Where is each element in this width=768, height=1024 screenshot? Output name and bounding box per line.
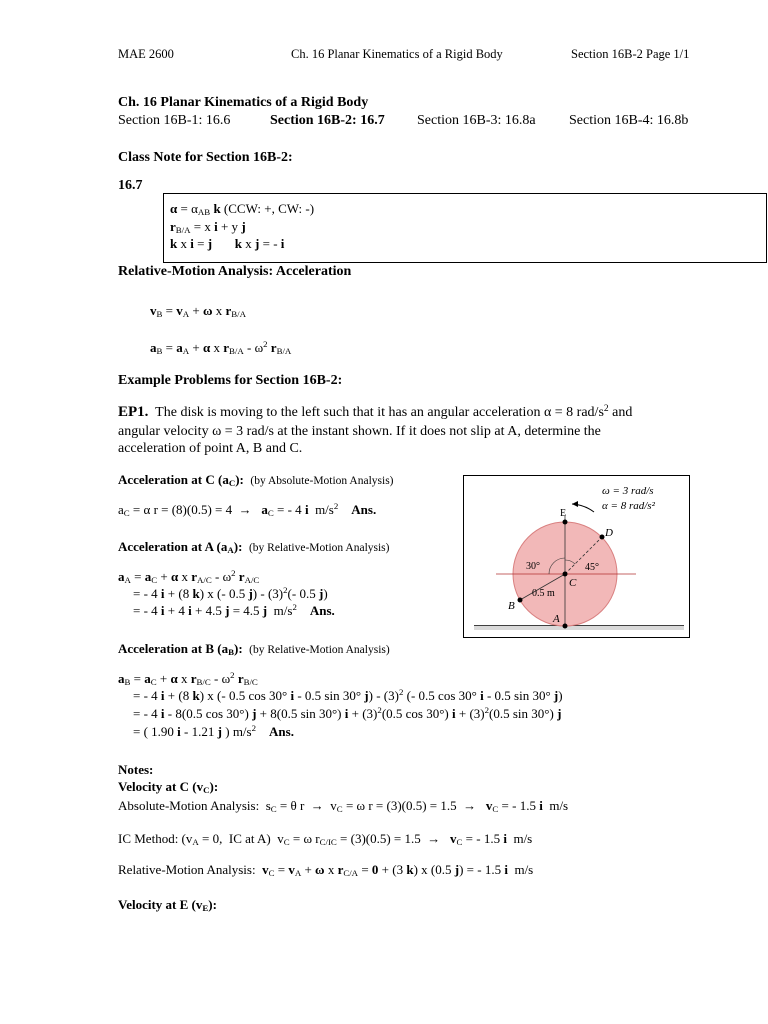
section-16b-4: Section 16B-4: 16.8b [569,113,689,128]
point-b-dot [518,598,523,603]
example-heading: Example Problems for Section 16B-2: [118,373,343,388]
header-chapter: Ch. 16 Planar Kinematics of a Rigid Body [291,47,503,61]
ground-hatch [474,626,684,630]
disk-figure [463,475,690,638]
point-b-label: B [508,600,515,612]
alpha-definition: $\alpha = \alpha_{AB}$ k (CCW: +, CW: -) [170,201,315,217]
alpha-label: α = 8 rad/s² [602,500,655,512]
accel-b-method: (by Relative-Motion Analysis) [249,644,390,656]
accel-c-method: (by Absolute-Motion Analysis) [250,475,394,487]
velocity-c-heading: Velocity at C $(v_C)$: [118,779,219,795]
velocity-c-relative: Relative-Motion Analysis: $v_C = v_A + \omega$ x $r_{C/A} = 0 + (3$ k) x (0.5 j) = - 1.5 i m/s [118,862,534,878]
rotation-arrowhead [572,501,578,507]
point-a-label: A [553,613,560,625]
alpha-sign-note: (CCW: +, CW: -) [223,201,315,216]
rel-motion-label: Relative-Motion Analysis: [118,862,256,877]
point-d-dot [600,535,605,540]
notes-heading: Notes: [118,762,154,777]
ep1-line-2: angular velocity ω = 3 rad/s at the instant shown. If it does not slip at A, determine the [118,424,601,439]
omega-label: ω = 3 rad/s [602,485,654,497]
cross-product-rules: k x i = j k x j = - i [170,236,285,251]
ic-method-label: IC Method: ( [118,831,186,846]
section-16b-1: Section 16B-1: 16.6 [118,113,231,128]
point-c-label: C [569,577,577,589]
velocity-e-heading-text: Velocity at E ( [118,897,196,912]
accel-a-answer: Ans. [309,603,335,618]
ep1-line-3: acceleration of point A, B and C. [118,441,303,456]
velocity-c-heading-text: Velocity at C ( [118,779,197,794]
abs-motion-label: Absolute-Motion Analysis: [118,798,260,813]
accel-a-heading-text: Acceleration at A ( [118,539,221,554]
point-c-dot [563,572,568,577]
angle-30-label: 30° [526,561,540,572]
accel-b-answer: Ans. [269,724,294,739]
accel-c-heading: Acceleration at C $(a_C)$: (by Absolute-Motion Analysis) [118,472,394,488]
velocity-e-heading: Velocity at E $(v_E)$: [118,897,217,913]
position-vector-definition: $r_{B/A} = x$ i + y j [170,219,246,235]
ep1-line-1: EP1. The disk is moving to the left such that it has an angular acceleration α = 8 rad/$s^2$ and [118,403,633,420]
disk-diagram [464,476,689,637]
point-d-label: D [605,527,613,539]
header-section-page: Section 16B-2 Page 1/1 [571,47,690,61]
acceleration-equation: $a_B = a_A + \alpha$ x $r_{B/A} - \omega^2$ $r_{B/A}$ [150,339,292,356]
problem-number: 16.7 [118,178,143,193]
accel-a-heading: Acceleration at A $(a_A)$: (by Relative-Motion Analysis) [118,539,390,555]
accel-b-heading: Acceleration at B $(a_B)$: (by Relative-Motion Analysis) [118,641,390,657]
accel-c-equation: $a_C = \alpha$ $r = (8)(0.5) = 4 \to a_C$ = - 4 i $m/s^2$ Ans. [118,501,377,518]
accel-a-equation-2: = - 4 i + (8 k) x (- 0.5 $j) - (3)^2(-$ 0.5 j) [133,585,328,601]
ep1-label: EP1. [118,404,149,420]
relative-motion-heading: Relative-Motion Analysis: Acceleration [118,264,352,279]
radius-label: 0.5 m [532,588,555,599]
accel-b-equation-4: = ( 1.90 i - 1.21 j ) $m/s^2$ Ans. [133,723,294,739]
accel-b-heading-text: Acceleration at B ( [118,641,222,656]
class-note-heading: Class Note for Section 16B-2: [118,150,293,165]
accel-b-equation-1: $a_B = a_C + \alpha$ x $r_{B/C} - \omega^2$ $r_{B/C}$ [118,670,258,687]
accel-b-equation-3: = - 4 i - 8(0.5 cos 30°) j + 8(0.5 sin 30°) $i + (3)^2(0.5$ cos 30°) $i + (3)^2(0.5$ sin 30°) j [133,705,562,721]
page-title: Ch. 16 Planar Kinematics of a Rigid Body [118,95,369,110]
velocity-c-ic-method: IC Method: ($v_A = 0$, IC at A) $v_C = \omega$ $r_{C/IC} = (3)(0.5) = 1.5 \to v_C$ = - 1.5 i m/s [118,831,533,847]
accel-a-equation-1: $a_A = a_C + \alpha$ x $r_{A/C} - \omega^2$ $r_{A/C}$ [118,568,260,585]
ep1-text-1b: and [608,405,633,420]
angle-45-label: 45° [585,562,599,573]
header-course: MAE 2600 [118,47,174,61]
section-16b-3: Section 16B-3: 16.8a [417,113,536,128]
point-a-dot [563,624,568,629]
section-16b-2: Section 16B-2: 16.7 [270,113,385,128]
velocity-equation: $v_B = v_A + \omega$ x $r_{B/A}$ [150,303,246,319]
accel-a-method: (by Relative-Motion Analysis) [248,542,390,554]
accel-c-answer: Ans. [351,502,377,517]
point-e-label: E [560,508,567,519]
velocity-c-absolute: Absolute-Motion Analysis: $s_C = \theta$ $r \to v_C = \omega$ $r = (3)(0.5) = 1.5 \to v_C$ = - 1.5 i m/s [118,798,569,814]
accel-b-equation-2: = - 4 i + (8 k) x (- 0.5 cos 30° i - 0.5 sin 30° $j) - (3)^2$ (- 0.5 cos 30° i - 0.5 sin 30° j) [133,687,563,703]
point-e-dot [563,520,568,525]
accel-c-heading-text: Acceleration at C ( [118,472,223,487]
ep1-text-1: The disk is moving to the left such that it has an angular acceleration α = 8 rad/s [155,405,604,420]
accel-a-equation-3: = - 4 i + 4 i + 4.5 j = 4.5 j $m/s^2$ Ans. [133,602,335,618]
